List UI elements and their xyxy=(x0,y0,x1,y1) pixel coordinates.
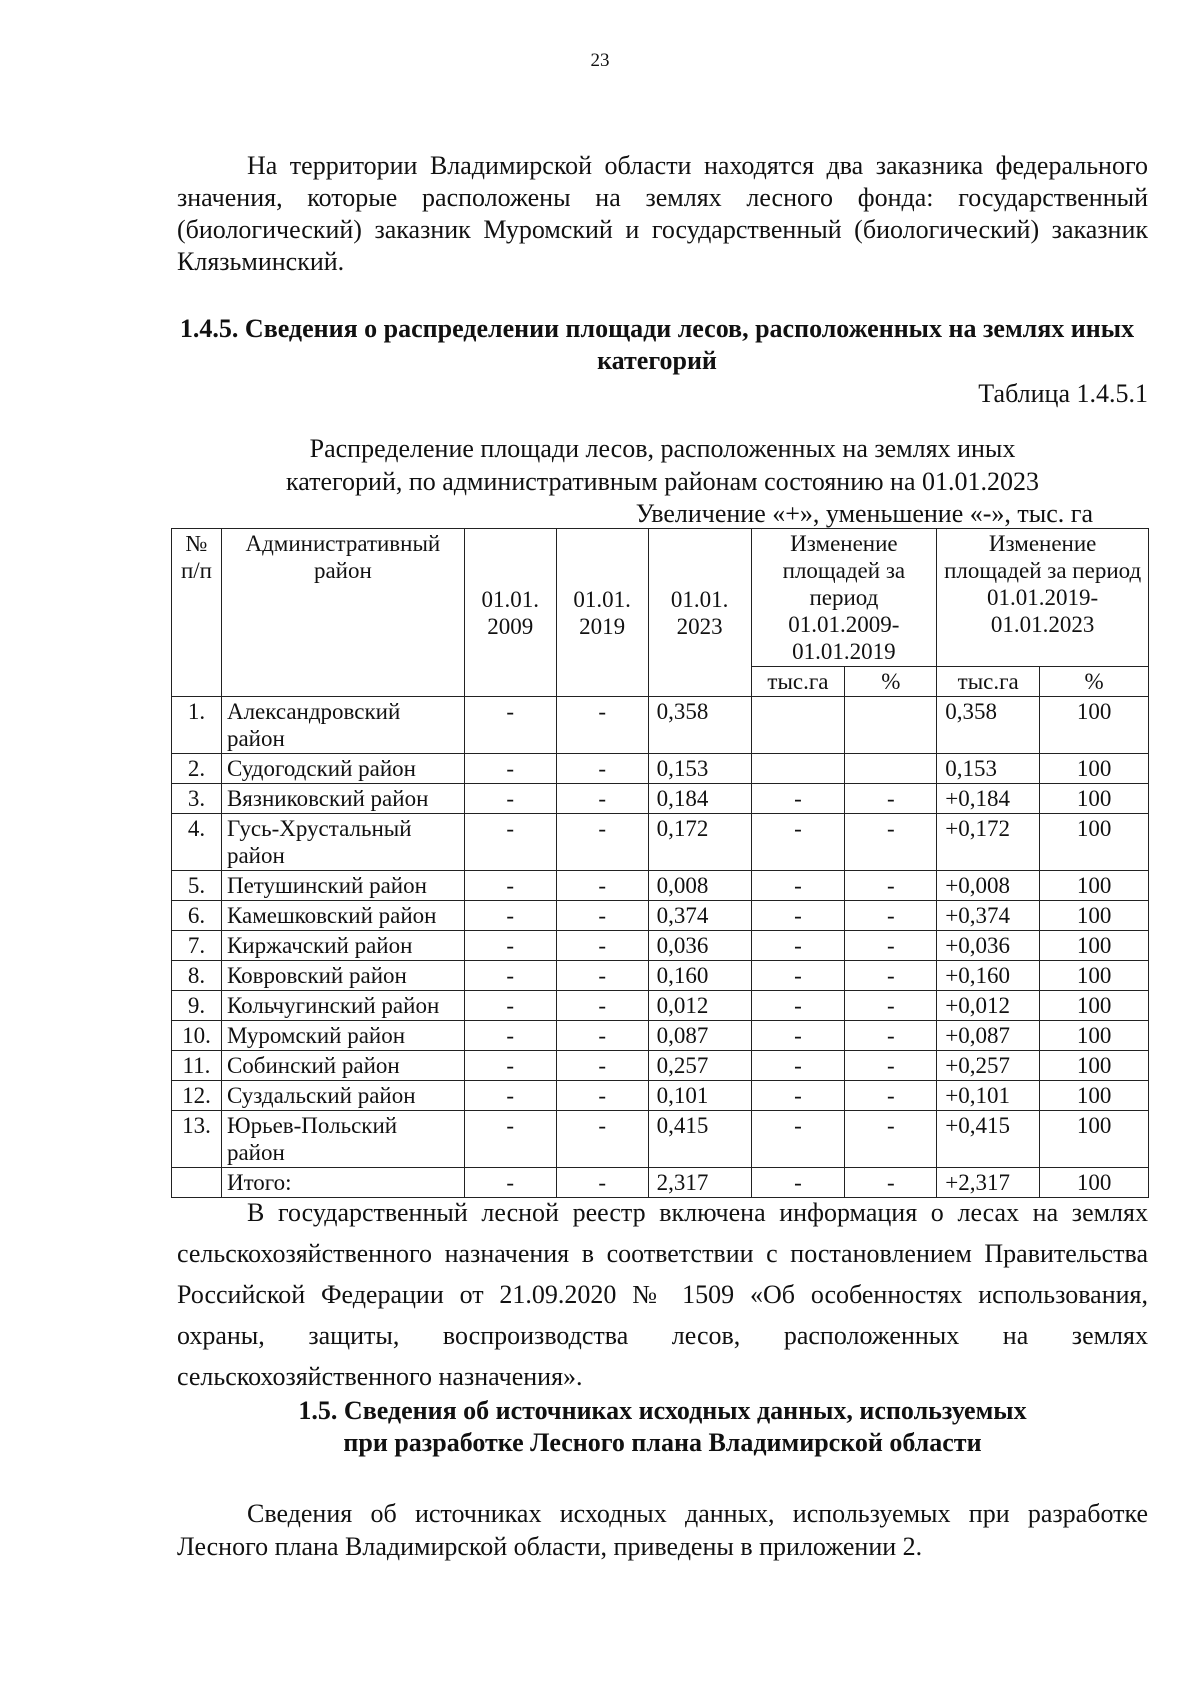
cell-c2-pct: 100 xyxy=(1040,961,1149,991)
cell-y2019: - xyxy=(556,1081,648,1111)
cell-c2-abs: +0,172 xyxy=(937,814,1040,871)
cell-district: Суздальский район xyxy=(221,1081,464,1111)
cell-c1-pct: - xyxy=(845,814,937,871)
cell-district: Судогодский район xyxy=(221,754,464,784)
section-heading-1-4-5: 1.4.5. Сведения о распределении площади лесов, расположенных на землях иных категорий xyxy=(179,314,1135,375)
header-change1-abs: тыс.га xyxy=(751,667,845,697)
header-change-2019-2023: Изменение площадей за период 01.01.2019-01.01.2023 xyxy=(937,529,1149,667)
cell-c2-abs: +0,415 xyxy=(937,1111,1040,1168)
cell-c2-abs: 0,358 xyxy=(937,697,1040,754)
header-2019: 01.01. 2019 xyxy=(556,529,648,697)
cell-c1-pct xyxy=(845,697,937,754)
cell-c2-abs: +0,374 xyxy=(937,901,1040,931)
cell-y2023: 0,012 xyxy=(648,991,751,1021)
header-change2-pct: % xyxy=(1040,667,1149,697)
cell-y2023: 2,317 xyxy=(648,1168,751,1198)
cell-c2-pct: 100 xyxy=(1040,991,1149,1021)
cell-y2019: - xyxy=(556,814,648,871)
cell-district: Муромский район xyxy=(221,1021,464,1051)
cell-y2019: - xyxy=(556,991,648,1021)
cell-district: Петушинский район xyxy=(221,871,464,901)
table-row xyxy=(172,697,1149,754)
cell-n: 11. xyxy=(172,1051,222,1081)
cell-c2-pct: 100 xyxy=(1040,784,1149,814)
cell-c1-pct: - xyxy=(845,901,937,931)
cell-y2019: - xyxy=(556,961,648,991)
table-row xyxy=(172,1081,1149,1111)
cell-y2009: - xyxy=(464,784,556,814)
cell-y2009: - xyxy=(464,1051,556,1081)
cell-c2-pct: 100 xyxy=(1040,1051,1149,1081)
cell-c2-pct: 100 xyxy=(1040,814,1149,871)
cell-c1-pct: - xyxy=(845,784,937,814)
cell-district: Собинский район xyxy=(221,1051,464,1081)
table-row xyxy=(172,931,1149,961)
table-row xyxy=(172,814,1149,871)
header-change2-abs: тыс.га xyxy=(937,667,1040,697)
table-row xyxy=(172,784,1149,814)
table-row xyxy=(172,1051,1149,1081)
header-2009: 01.01. 2009 xyxy=(464,529,556,697)
cell-c2-abs: +0,012 xyxy=(937,991,1040,1021)
table-row xyxy=(172,991,1149,1021)
cell-y2023: 0,153 xyxy=(648,754,751,784)
cell-c2-abs: +0,008 xyxy=(937,871,1040,901)
cell-district: Киржачский район xyxy=(221,931,464,961)
table-units: Увеличение «+», уменьшение «-», тыс. га xyxy=(635,499,1093,528)
table-row xyxy=(172,901,1149,931)
cell-y2009: - xyxy=(464,931,556,961)
cell-y2009: - xyxy=(464,901,556,931)
cell-c1-pct: - xyxy=(845,1051,937,1081)
table-title-line-1: Распределение площади лесов, расположенных на землях иных xyxy=(309,434,1016,463)
cell-n: 4. xyxy=(172,814,222,871)
cell-c2-abs: +0,101 xyxy=(937,1081,1040,1111)
cell-c1-abs xyxy=(751,697,845,754)
cell-c2-pct: 100 xyxy=(1040,871,1149,901)
cell-c1-abs: - xyxy=(751,931,845,961)
table-caption: Таблица 1.4.5.1 xyxy=(978,379,1148,408)
cell-c2-pct: 100 xyxy=(1040,1111,1149,1168)
cell-n: 10. xyxy=(172,1021,222,1051)
section-heading-1-5-line-1: 1.5. Сведения об источниках исходных данных, используемых xyxy=(298,1396,1027,1425)
intro-paragraph: На территории Владимирской области находятся два заказника федерального значения, которые расположены на землях лесного фонда: государственный (биологический) заказник Муромский и государственный (биологический) заказник Клязьминский. xyxy=(177,151,1148,276)
cell-c1-abs: - xyxy=(751,1168,845,1198)
cell-c1-pct: - xyxy=(845,931,937,961)
section-heading-1-5 xyxy=(177,1395,1148,1459)
cell-y2009: - xyxy=(464,754,556,784)
cell-c1-abs: - xyxy=(751,814,845,871)
cell-c1-abs: - xyxy=(751,901,845,931)
cell-c1-pct: - xyxy=(845,1021,937,1051)
cell-y2009: - xyxy=(464,1168,556,1198)
cell-c1-abs xyxy=(751,754,845,784)
cell-c1-pct: - xyxy=(845,991,937,1021)
cell-n: 12. xyxy=(172,1081,222,1111)
table-title-line-2: категорий, по административным районам состоянию на 01.01.2023 xyxy=(286,467,1039,496)
cell-c2-pct: 100 xyxy=(1040,901,1149,931)
forest-area-table xyxy=(171,528,1149,1198)
cell-district: Камешковский район xyxy=(221,901,464,931)
cell-y2023: 0,008 xyxy=(648,871,751,901)
cell-y2019: - xyxy=(556,901,648,931)
cell-c1-pct: - xyxy=(845,871,937,901)
cell-c1-pct: - xyxy=(845,1168,937,1198)
cell-y2023: 0,172 xyxy=(648,814,751,871)
cell-y2019: - xyxy=(556,697,648,754)
cell-c2-pct: 100 xyxy=(1040,697,1149,754)
cell-c2-pct: 100 xyxy=(1040,1021,1149,1051)
cell-c2-pct: 100 xyxy=(1040,754,1149,784)
cell-y2023: 0,415 xyxy=(648,1111,751,1168)
cell-y2019: - xyxy=(556,1168,648,1198)
section-heading-1-5-line-2: при разработке Лесного плана Владимирской области xyxy=(343,1428,982,1457)
header-district: Административный район xyxy=(221,529,464,697)
cell-n: 8. xyxy=(172,961,222,991)
header-num: № п/п xyxy=(172,529,222,697)
cell-district: Александровский район xyxy=(221,697,464,754)
cell-y2019: - xyxy=(556,871,648,901)
table-row xyxy=(172,1111,1149,1168)
cell-y2023: 0,358 xyxy=(648,697,751,754)
page-number: 23 xyxy=(590,50,610,71)
cell-c2-abs: +0,036 xyxy=(937,931,1040,961)
cell-c2-abs: +0,160 xyxy=(937,961,1040,991)
table-row xyxy=(172,871,1149,901)
cell-y2019: - xyxy=(556,1051,648,1081)
registry-paragraph: В государственный лесной реестр включена информация о лесах на землях сельскохозяйственного назначения в соответствии с постановлением Правительства Российской Федерации от 21.09.2020 № 1509 «Об особенностях использования, охраны, защиты, воспроизводства лесов, расположенных на землях сельскохозяйственного назначения». xyxy=(177,1198,1148,1391)
cell-c1-abs: - xyxy=(751,1111,845,1168)
header-change1-pct: % xyxy=(845,667,937,697)
cell-y2023: 0,160 xyxy=(648,961,751,991)
cell-c1-abs: - xyxy=(751,784,845,814)
cell-district: Юрьев-Польский район xyxy=(221,1111,464,1168)
cell-c2-abs: +2,317 xyxy=(937,1168,1040,1198)
cell-n: 3. xyxy=(172,784,222,814)
cell-district: Гусь-Хрустальный район xyxy=(221,814,464,871)
cell-n: 6. xyxy=(172,901,222,931)
cell-y2023: 0,087 xyxy=(648,1021,751,1051)
cell-y2023: 0,184 xyxy=(648,784,751,814)
cell-c2-abs: +0,257 xyxy=(937,1051,1040,1081)
cell-c2-abs: +0,184 xyxy=(937,784,1040,814)
cell-n: 2. xyxy=(172,754,222,784)
cell-y2009: - xyxy=(464,697,556,754)
cell-y2023: 0,036 xyxy=(648,931,751,961)
cell-y2019: - xyxy=(556,754,648,784)
cell-y2023: 0,257 xyxy=(648,1051,751,1081)
cell-n: 9. xyxy=(172,991,222,1021)
cell-y2009: - xyxy=(464,961,556,991)
cell-y2009: - xyxy=(464,871,556,901)
cell-c1-abs: - xyxy=(751,961,845,991)
cell-n: 13. xyxy=(172,1111,222,1168)
cell-n: 5. xyxy=(172,871,222,901)
table-row xyxy=(172,754,1149,784)
cell-c1-abs: - xyxy=(751,1051,845,1081)
cell-district: Кольчугинский район xyxy=(221,991,464,1021)
cell-y2019: - xyxy=(556,784,648,814)
table-row xyxy=(172,961,1149,991)
cell-district: Итого: xyxy=(221,1168,464,1198)
header-change-2009-2019: Изменение площадей за период 01.01.2009-01.01.2019 xyxy=(751,529,937,667)
cell-c1-pct: - xyxy=(845,1081,937,1111)
cell-c2-abs: +0,087 xyxy=(937,1021,1040,1051)
cell-c2-pct: 100 xyxy=(1040,1168,1149,1198)
cell-y2019: - xyxy=(556,1111,648,1168)
cell-c1-abs: - xyxy=(751,1021,845,1051)
cell-c1-pct: - xyxy=(845,961,937,991)
cell-c2-abs: 0,153 xyxy=(937,754,1040,784)
cell-n: 1. xyxy=(172,697,222,754)
cell-district: Вязниковский район xyxy=(221,784,464,814)
cell-c1-abs: - xyxy=(751,1081,845,1111)
header-2023: 01.01. 2023 xyxy=(648,529,751,697)
cell-n: 7. xyxy=(172,931,222,961)
sources-paragraph: Сведения об источниках исходных данных, используемых при разработке Лесного плана Владимирской области, приведены в приложении 2. xyxy=(177,1499,1148,1561)
cell-y2019: - xyxy=(556,931,648,961)
table-row xyxy=(172,1021,1149,1051)
cell-c1-abs: - xyxy=(751,991,845,1021)
cell-y2009: - xyxy=(464,814,556,871)
table-body xyxy=(172,697,1149,1198)
cell-c1-abs: - xyxy=(751,871,845,901)
cell-c2-pct: 100 xyxy=(1040,1081,1149,1111)
cell-c1-pct: - xyxy=(845,1111,937,1168)
cell-y2009: - xyxy=(464,1081,556,1111)
cell-y2019: - xyxy=(556,1021,648,1051)
cell-y2023: 0,374 xyxy=(648,901,751,931)
cell-y2009: - xyxy=(464,1021,556,1051)
cell-y2023: 0,101 xyxy=(648,1081,751,1111)
cell-district: Ковровский район xyxy=(221,961,464,991)
cell-c2-pct: 100 xyxy=(1040,931,1149,961)
table-title xyxy=(177,432,1148,498)
cell-y2009: - xyxy=(464,991,556,1021)
cell-y2009: - xyxy=(464,1111,556,1168)
cell-c1-pct xyxy=(845,754,937,784)
